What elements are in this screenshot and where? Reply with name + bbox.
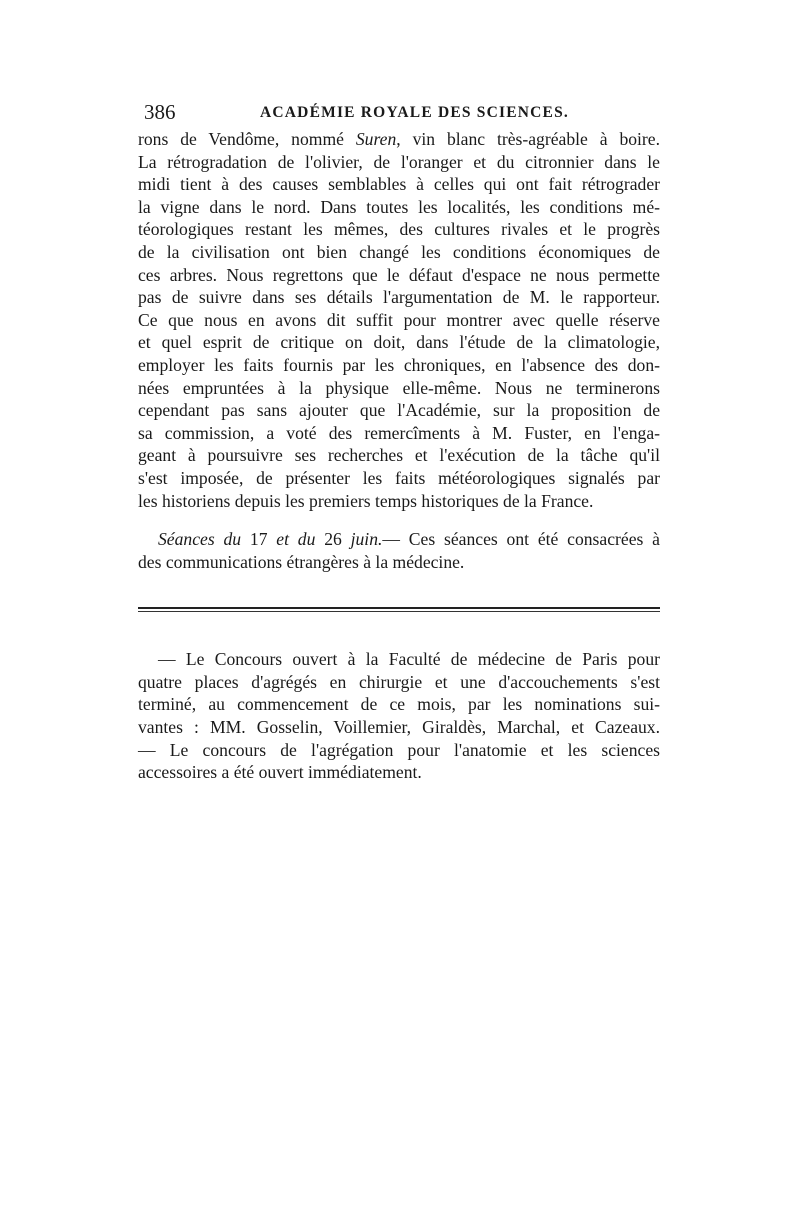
text-line: employer les faits fournis par les chroniques, en l'absence des don- bbox=[138, 354, 660, 375]
text-line: La rétrogradation de l'olivier, de l'oranger et du citronnier dans le bbox=[138, 151, 660, 172]
seances-italic-2: et du bbox=[276, 529, 316, 550]
seances-line-1 bbox=[138, 528, 660, 551]
seances-text: — Ces séances ont été consacrées à bbox=[382, 529, 660, 550]
text-line: quatre places d'agrégés en chirurgie et une d'accouchements s'est bbox=[138, 671, 660, 692]
paragraph-concours bbox=[138, 648, 660, 784]
running-head bbox=[138, 96, 660, 128]
text-line: pas de suivre dans ses détails l'argumentation de M. le rapporteur. bbox=[138, 287, 660, 308]
paragraph-climatology bbox=[138, 128, 660, 512]
seances-italic-3: juin. bbox=[350, 529, 383, 550]
text-line: midi tient à des causes semblables à celles qui ont fait rétrograder bbox=[138, 174, 660, 195]
text-line: terminé, au commencement de ce mois, par les nominations sui- bbox=[138, 694, 660, 715]
seances-date-2: 26 bbox=[324, 529, 342, 550]
text-line: de la civilisation ont bien changé les conditions économiques de bbox=[138, 241, 660, 262]
text-line: rons de Vendôme, nommé Suren, vin blanc très-agréable à boire. bbox=[138, 129, 660, 149]
text-line: vantes : MM. Gosselin, Voillemier, Giraldès, Marchal, et Cazeaux. bbox=[138, 717, 660, 738]
text-line: nées empruntées à la physique elle-même. Nous ne terminerons bbox=[138, 377, 660, 398]
text-line: cependant pas sans ajouter que l'Académie, sur la proposition de bbox=[138, 400, 660, 421]
running-title: ACADÉMIE ROYALE DES SCIENCES. bbox=[260, 104, 569, 121]
text-line: et quel esprit de critique on doit, dans l'étude de la climatologie, bbox=[138, 332, 660, 353]
text-line: sa commission, a voté des remercîments à M. Fuster, en l'enga- bbox=[138, 422, 660, 443]
seances-italic-1: Séances du bbox=[158, 529, 242, 550]
seances-line-2: des communications étrangères à la médecine. bbox=[138, 551, 465, 572]
book-page bbox=[138, 96, 660, 784]
text-line: la vigne dans le nord. Dans toutes les localités, les conditions mé- bbox=[138, 196, 660, 217]
text-line: s'est imposée, de présenter les faits météorologiques signalés par bbox=[138, 467, 660, 488]
text-line: les historiens depuis les premiers temps historiques de la France. bbox=[138, 490, 594, 511]
section-rule-thick bbox=[138, 607, 660, 609]
seances-date-1: 17 bbox=[249, 529, 268, 550]
text-line: téorologiques restant les mêmes, des cultures rivales et le progrès bbox=[138, 219, 660, 240]
paragraph-seances bbox=[138, 528, 660, 573]
text-line: ces arbres. Nous regrettons que le défaut d'espace ne nous permette bbox=[138, 264, 660, 285]
text-line: geant à poursuivre ses recherches et l'exécution de la tâche qu'il bbox=[138, 445, 660, 466]
text-line: Ce que nous en avons dit suffit pour montrer avec quelle réserve bbox=[138, 309, 660, 330]
page-number: 386 bbox=[144, 100, 176, 124]
text-line: — Le Concours ouvert à la Faculté de médecine de Paris pour bbox=[158, 649, 660, 670]
text-line: — Le concours de l'agrégation pour l'anatomie et les sciences bbox=[138, 739, 660, 760]
text-line: accessoires a été ouvert immédiatement. bbox=[138, 762, 422, 783]
